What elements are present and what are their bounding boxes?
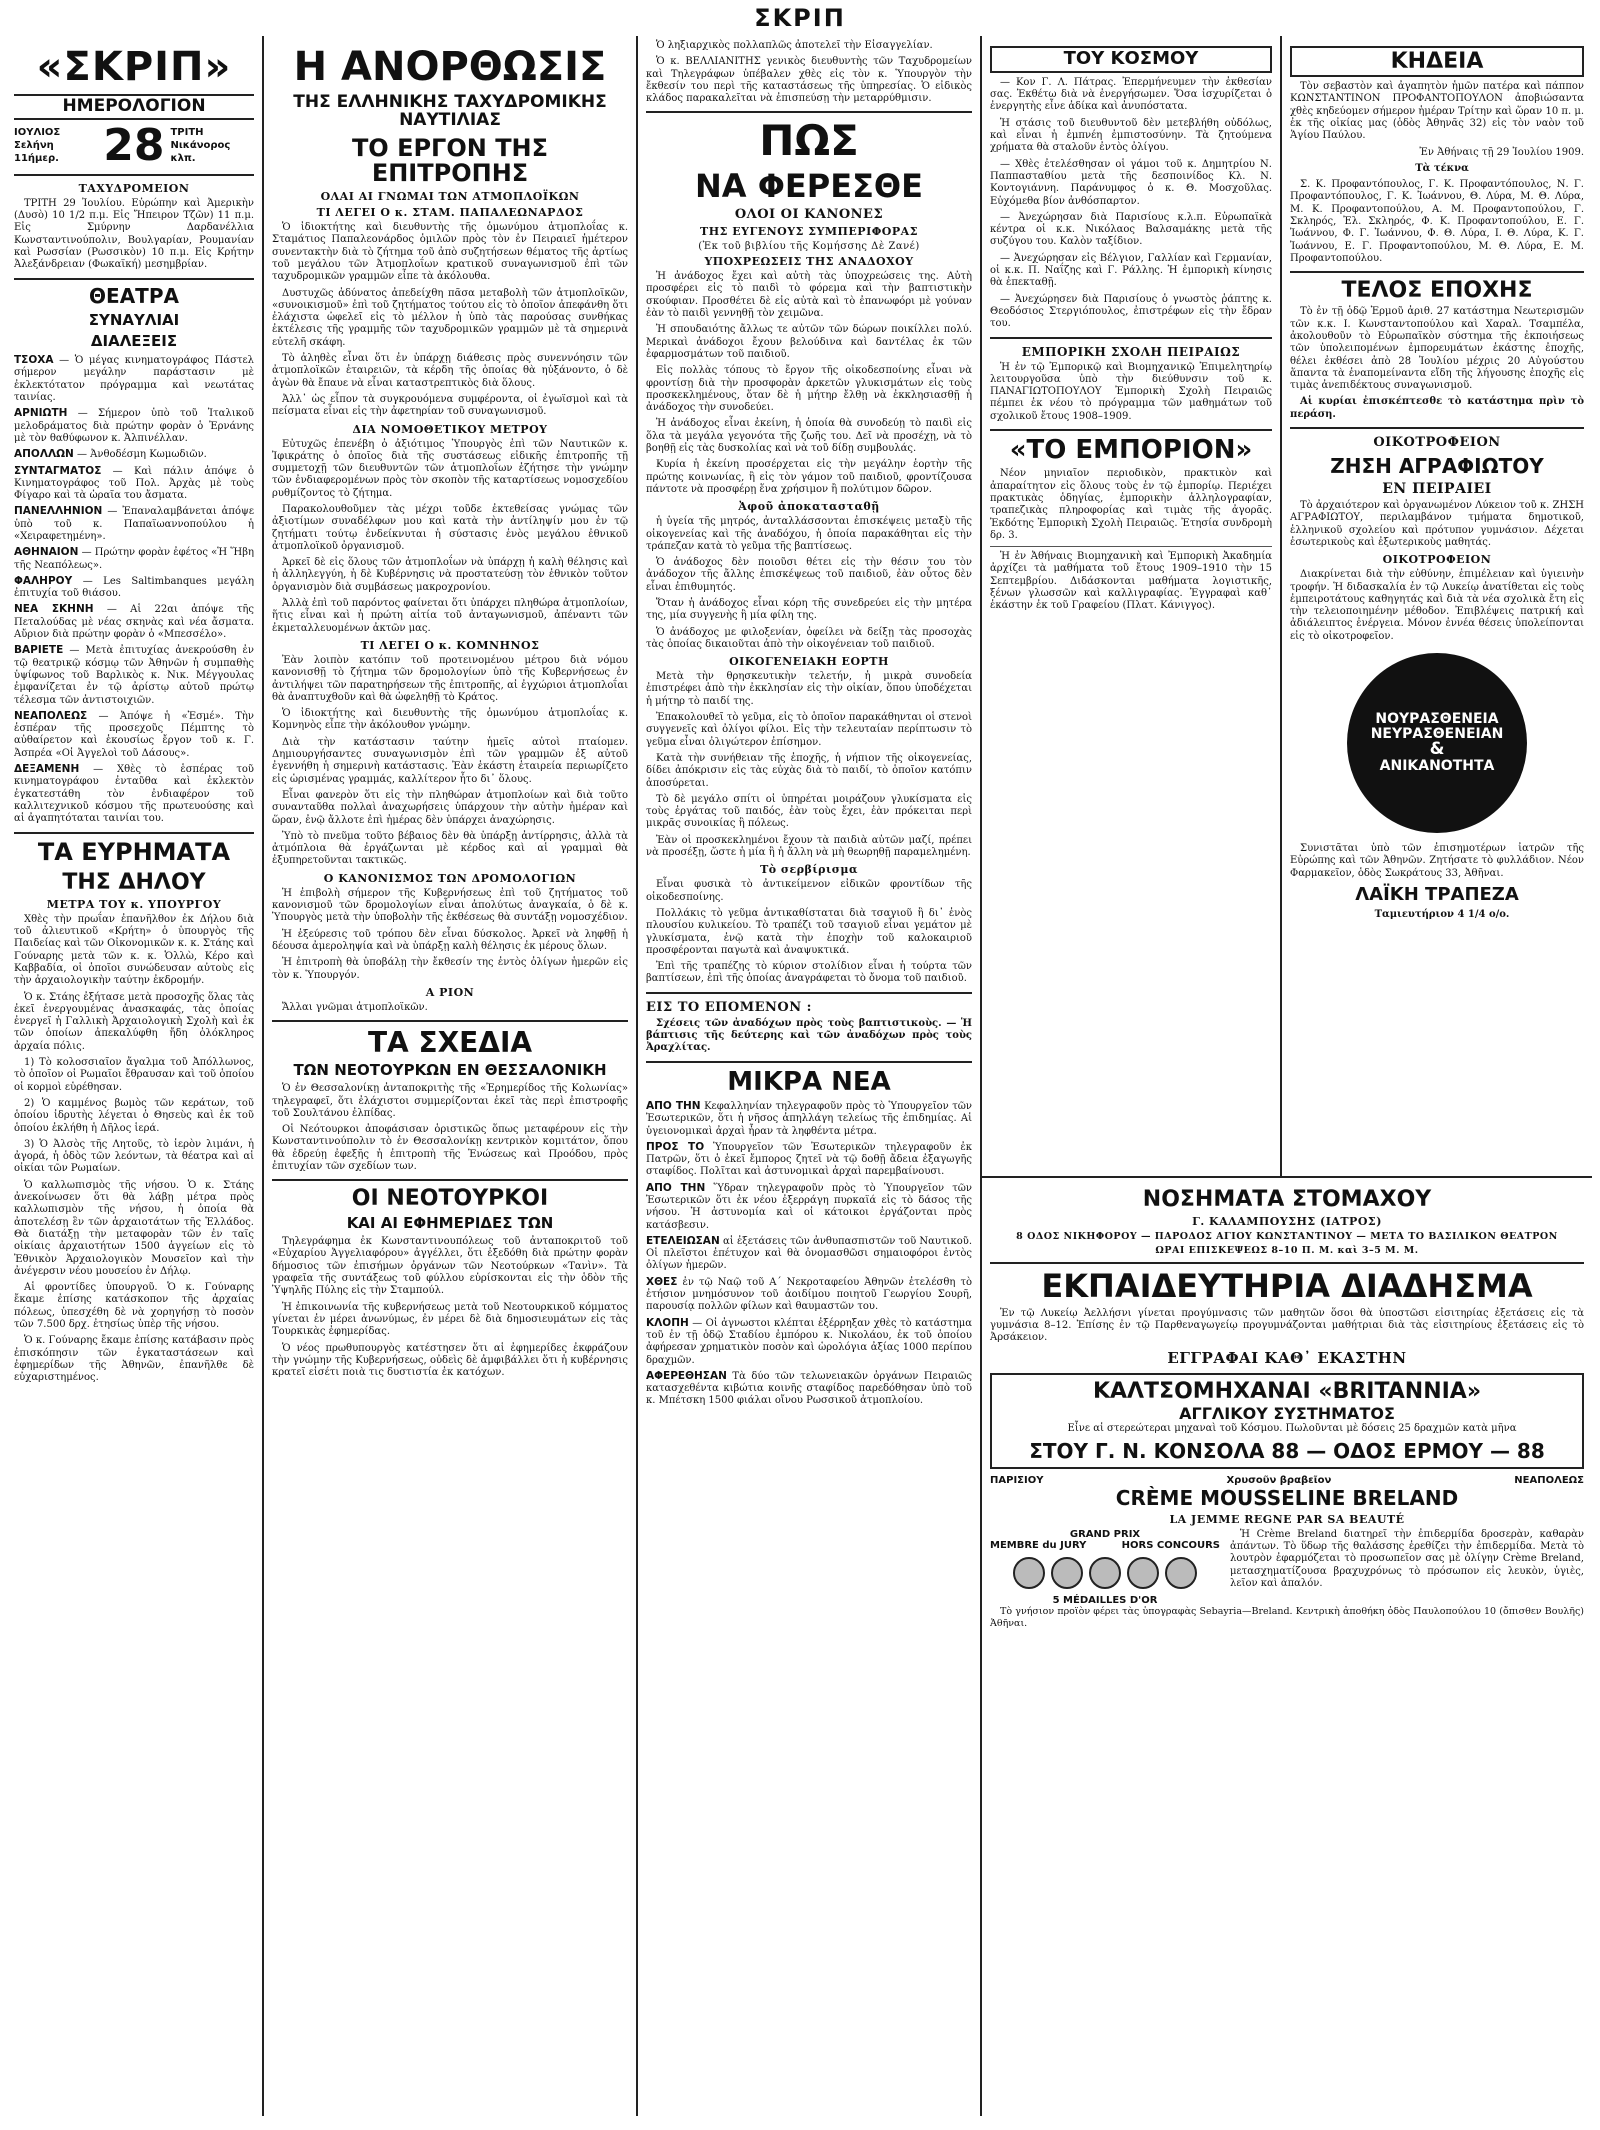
delos-article [14, 914, 254, 1385]
arion-text: Ἄλλαι γνῶμαι ἀτμοπλοϊκῶν. [282, 1001, 428, 1013]
paragraph: Ὅταν ἡ ἀνάδοχος εἶναι κόρη τῆς συνεδρεύει εἰς τὴν μητέρα της, μία συγγενὴς ἢ μία φίλη της. [646, 598, 972, 622]
headline-subtitle: ΤΗΣ ΕΛΛΗΝΙΚΗΣ ΤΑΧΥΔΡΟΜΙΚΗΣ ΝΑΥΤΙΛΙΑΣ [293, 92, 607, 130]
telos-note: Αἱ κυρίαι ἐπισκέπτεσθε τὸ κατάστημα πρὶν τὸ περάση. [1290, 396, 1584, 420]
theatres-title: ΘΕΑΤΡΑ [89, 283, 179, 308]
mikra-nea-list [646, 1100, 972, 1408]
news-item [646, 1317, 972, 1367]
theatre-item-lead: ΝΕΑΠΟΛΕΩΣ [14, 709, 88, 722]
paragraph: Ἡ ἀνάδοχος εἶναι ἐκείνη, ἡ ὁποία θὰ συνοδεύῃ τὸ παιδὶ εἰς ὅλα τὰ μεγάλα γεγονότα τῆς ζωῆς του. Δεῖ νὰ προσέχῃ, νὰ τὸ βοηθῇ εἰς τὰς δυσκολίας καὶ νὰ τοῦ δίδῃ συμβουλάς. [646, 418, 972, 455]
news-item-lead: ΠΡΟΣ ΤΟ [646, 1140, 705, 1153]
oiko2-title: ΟΙΚΟΤΡΟΦΕΙΟΝ [1382, 553, 1492, 567]
seal-line-4: ΑΝΙΚΑΝΟΤΗΤΑ [1379, 758, 1495, 775]
tou-kosmou-title: ΤΟΥ ΚΟΣΜΟΥ [990, 46, 1272, 73]
kideia-names: Σ. Κ. Προφαντόπουλος, Γ. Κ. Προφαντόπουλος, Ν. Γ. Προφαντόπουλος, Γ. Κ. Ἰωάννου, Θ. Λύρα, Μ. Θ. Λύρα, Μ. Κ. Προφαντοπούλου, Α. Μ. Προφαντοπούλου, Γ. Σκληρός, Ἐλ. Σκληρός, Φ. Κ. Προφαντοπούλου, Ε. Γ. Ἰωάννου, Φ. Γ. Ἰωάννου, Φ. Θ. Λύρα, Ι. Θ. Λύρα, Κ. Γ. Ἰωάννου, Ε. Γ. Προφαντοπούλου, Μ. Θ. Λύρα, Ε. Μ. Προφαντοπούλου. [1290, 179, 1584, 264]
school-title: ΕΜΠΟΡΙΚΗ ΣΧΟΛΗ ΠΕΙΡΑΙΩΣ [1021, 344, 1241, 359]
telos-title: ΤΕΛΟΣ ΕΠΟΧΗΣ [1341, 278, 1533, 304]
paragraph: Πολλάκις τὸ γεῦμα ἀντικαθίσταται διὰ τσαγιοῦ ἢ δι᾽ ἑνὸς πλουσίου κυλικείου. Τὸ τραπέζι τοῦ τσαγιοῦ εἶναι γεμάτον μὲ γλυκίσματα, ἐνῷ κατὰ τὴν ἐποχὴν τοῦ καλοκαιριοῦ προσφέρονται παγωτὰ καὶ ἀναψυκτικά. [646, 907, 972, 956]
paragraph: — Ἀνεχώρησαν εἰς Βέλγιον, Γαλλίαν καὶ Γερμανίαν, οἱ κ.κ. Π. Ναΐζης καὶ Γ. Ράλλης. Ἡ ἐμπορικὴ κίνησις θὰ ἐπεκταθῇ. [990, 252, 1272, 289]
article-apokatastathi [646, 516, 972, 651]
medal-icon [1165, 1557, 1197, 1589]
subhead-serbirisma: Τὸ σερβίρισμα [760, 863, 858, 877]
arion-heading: Α ΡΙΟΝ [425, 985, 475, 999]
theatre-item [14, 644, 254, 706]
paragraph: Αἱ φροντίδες ὑπουργοῦ. Ὁ κ. Γούναρης ἔκαμε ἐπίσης κατάσκοπον τῆς ἀρχαίας πόλεως, ὑπεσχέθη δὲ νὰ χορηγήσῃ τὸ ποσὸν τῶν 7.500 δρχ. ἐτησίως ὑπὲρ τῆς νήσου. [14, 1282, 254, 1330]
paragraph: Μετὰ τὴν θρησκευτικὴν τελετήν, ἡ μικρὰ συνοδεία ἐπιστρέφει ἀπὸ τὴν ἐκκλησίαν εἰς τὴν οἰκίαν, ὅπου ὑποδέχεται ἡ μήτηρ τὸ παιδί της. [646, 671, 972, 707]
subhead-kanonismos: Ο ΚΑΝΟΝΙΣΜΟΣ ΤΩΝ ΔΡΟΜΟΛΟΓΙΩΝ [323, 871, 577, 885]
next-title: ΕΙΣ ΤΟ ΕΠΟΜΕΝΟΝ : [646, 999, 812, 1015]
theatre-item-text: — Καὶ πάλιν ἀπόψε ὁ Κινηματογράφος τοῦ Πολ. Ἀρχὰς μὲ τοὺς Φίγαρο καὶ τὰ ὡραῖα του ἄσματα. [14, 465, 254, 502]
theatre-item-text: — Les Saltimbanques μεγάλη ἐπιτυχία τοῦ θιάσου. [14, 575, 254, 600]
paragraph: Χθὲς τὴν πρωΐαν ἐπανῆλθον ἐκ Δήλου διὰ τοῦ ἀλιευτικοῦ «Κρήτη» ὁ ὑπουργὸς τῆς Παιδείας καὶ τῶν Οἰκονομικῶν κ. κ. Στάης καὶ Γούναρης μετὰ τῶν κ. κ. Ὁλλὼ, Κέρο καὶ Καββαδία, οἱ ὁποῖοι συνώδευσαν αὐτοὺς εἰς τὴν ἀρχαιολογικὴν ταύτην ἐκδρομήν. [14, 913, 254, 987]
paragraph: Ἀλλὰ ἐπὶ τοῦ παρόντος φαίνεται ὅτι ὑπάρχει πληθώρα ἀτμοπλοίων, ἥτις εἶναι καὶ ἡ πρώτη αἰτία τοῦ ἀνταγωνισμοῦ, ἀπέναντι τῶν ἐκμεταλλευομένων ἀκτῶν μας. [272, 598, 628, 634]
paragraph: 1) Τὸ κολοσσιαῖον ἄγαλμα τοῦ Ἀπόλλωνος, τὸ ὁποῖον οἱ Ρωμαῖοι ἔθραυσαν καὶ τοῦ ὁποίου οἱ κορμοὶ εὑρέθησαν. [14, 1057, 254, 1093]
seal-line-3: & [1429, 739, 1445, 760]
paragraph: Τὸ ἀληθὲς εἶναι ὅτι ἐν ὑπάρχῃ διάθεσις πρὸς συνεννόησιν τῶν ἀτμοπλοϊκῶν ἐταιρειῶν, τὰ κέρδη τῆς ὁποίας θὰ ηὐξάνοντο, ὁ δὲ ἀγὼν θὰ ἔπαυε νὰ εἶναι καταστρεπτικὸς διὰ ὅλους. [272, 353, 628, 389]
article-nomothetikou [272, 439, 628, 635]
article-papaleonardos [272, 222, 628, 418]
paragraph: 3) Ὁ Ἀλσὸς τῆς Λητοῦς, τὸ ἱερὸν λιμάνι, ἡ ἀγορά, ἡ ὁδὸς τῶν λεόντων, τὰ θέατρα καὶ αἱ οἰκίαι τῶν Ρωμαίων. [14, 1138, 254, 1175]
paragraph: Ὑπὸ τὸ πνεῦμα τοῦτο βέβαιος δὲν θὰ ὑπάρξῃ ἀντίρρησις, ἀλλὰ τὰ ἀτμόπλοια θὰ ἐργάζωνται μὲ κέρδος καὶ αἱ γραμμαὶ θὰ ἐξυπηρετοῦνται τακτικῶς. [272, 830, 628, 867]
oiko2-text: Διακρίνεται διὰ τὴν εὐθύνην, ἐπιμέλειαν καὶ ὑγιεινὴν τροφήν. Ἡ διδασκαλία ἐν τῷ Λυκείῳ ἀνατίθεται εἰς τοὺς ἐμπειροτάτους καθηγητάς καὶ διὰ τὰ νέα σχολικὰ ἔτη εἰς τὴν τελειοποιημένην μέθοδον. Ἐπιβλέψεις πατρική καὶ ἀδιάλειπτος ἐνέργεια. Μόνον ἐννέα θέσεις ὑπολείπονται εἰς τὸ οἰκοτροφεῖον. [1290, 569, 1584, 642]
nosimata-title: ΝΟΣΗΜΑΤΑ ΣΤΟΜΑΧΟΥ [1142, 1187, 1432, 1212]
paragraph: Ὁ ληξιαρχικὸς πολλαπλῶς ἀποτελεῖ τὴν Εἰσαγγελίαν. [656, 40, 933, 51]
theatre-item-lead: ΝΕΑ ΣΚΗΝΗ [14, 603, 94, 616]
news-item [646, 1100, 972, 1138]
kideia-text: Τὸν σεβαστὸν καὶ ἀγαπητὸν ἡμῶν πατέρα καὶ πάππον ΚΩΝΣΤΑΝΤΙΝΟΝ ΠΡΟΦΑΝΤΟΠΟΥΛΟΝ ἀποβιώσαντα χθὲς κηδεύομεν σήμερον ἡμέραν Τρίτην καὶ ὥραν 10 π. μ. ἐκ τῆς οἰκίας μας (ὁδὸς Ἀθηνᾶς 32) εἰς τὸν ναὸν τοῦ Ἁγίου Παύλου. [1290, 81, 1584, 142]
creme-body [990, 1529, 1584, 1606]
news-item [646, 1235, 972, 1273]
paragraph: Ἡ ἐπιτροπὴ θὰ ὑποβάλῃ τὴν ἔκθεσίν της ἐντὸς ὀλίγων ἡμερῶν εἰς τὸν κ. Ὑπουργόν. [272, 957, 628, 981]
headline-sxedia: ΤΑ ΣΧΕΔΙΑ [367, 1026, 533, 1060]
almanac-title: ΗΜΕΡΟΛΟΓΙΟΝ [14, 94, 254, 120]
emporion-title: «ΤΟ ΕΜΠΟΡΙΟΝ» [1009, 435, 1253, 466]
theatre-item-text: — Ἀπόψε ἡ «Ἐσμέ». Τὴν ἑσπέραν τῆς προσεχοῦς Πέμπτης τὸ αὐθαίρετον καὶ ἑκουσίως ἔργον τοῦ κ. Γ. Ἀσπρέα «Οἱ Ἀγγελοὶ τοῦ Δάσους». [14, 710, 254, 759]
creme-text: Ἡ Crème Breland διατηρεῖ τὴν ἐπιδερμίδα δροσερὰν, καθαρὰν ἀπάντων. Τὸ ὕδωρ τῆς θαλάσσης ἐρεθίζει τὴν ἐπιδερμίδα. Μετὰ τὸ λουτρὸν ἐφαρμόζεται τὸ προσωπεῖον σας μὲ ὀλίγην Crème Breland, μετασχηματίζουσα βραχυχρόνως τὸ πρόσωπον εἰς λευκὸν, ὑγιὲς, λεῖον καὶ ἁπαλόν. [1230, 1528, 1584, 1590]
column-5 [1280, 36, 1592, 1176]
news-item-lead: ΑΠΟ ΤΗΝ [646, 1181, 706, 1194]
britannia-text: Εἶνε αἱ στερεώτεραι μηχαναὶ τοῦ Κόσμου. Πωλοῦνται μὲ δόσεις 25 δραχμῶν κατὰ μῆνα [1067, 1422, 1517, 1434]
creme-footer: Τὸ γνήσιον προϊὸν φέρει τὰς ὑπογραφὰς Sebayria—Breland. Κεντρικὴ ἀποθήκη ὁδὸς Παυλοπούλου 10 (ὄπισθεν Βουλῆς) Ἀθῆναι. [990, 1605, 1584, 1630]
medal-icon [1013, 1557, 1045, 1589]
theatre-item [14, 763, 254, 825]
date-right [170, 126, 254, 165]
creme-neapoleos: ΝΕΑΠΟΛΕΩΣ [1514, 1474, 1584, 1486]
creme-title: CRÈME MOUSSELINE BRELAND [1115, 1485, 1459, 1510]
subhead-komninos: ΤΙ ΛΕΓΕΙ Ο κ. ΚΟΜΝΗΝΟΣ [360, 638, 540, 652]
news-item [646, 1182, 972, 1232]
news-item-text: Ὑπουργεῖον τῶν Ἐσωτερικῶν τηλεγραφοῦν ἐκ Πατρῶν, ὅτι ὁ ἐκεῖ ἔμπορος ζητεῖ νὰ τῷ δοθῇ ἄδεια ἐξαγωγῆς σταφίδος. Πολῖται καὶ ἀστυνομικαὶ ἀρχαὶ παρεμβαίνουσι. [646, 1141, 972, 1178]
subhead-oikogeneiaki: ΟΙΚΟΓΕΝΕΙΑΚΗ ΕΟΡΤΗ [729, 655, 889, 669]
paragraph: Ἀλλ᾽ ὡς εἶπον τὰ συγκρουόμενα συμφέροντα, οἱ ἐγωϊσμοὶ καὶ τὰ πείσματα εἶναι εἰς τὴν ἀφετηρίαν τοῦ συναγωνισμοῦ. [272, 393, 628, 418]
ekpaideutiria-text: Ἐν τῷ Λυκείῳ Ἀελλήσνι γίνεται προγύμνασις τῶν μαθητῶν ὅσοι θὰ ὑποστῶσι εἰσιτηρίας ἐξετάσεις εἰς τὰ γυμνάσια 8–12. Ἐπίσης ἐν τῷ Παρθεναγωγείῳ προγυμνάζονται μαθήτριαι διὰ τὰς εἰσιτηρίους ἐξετάσεις εἰς τὸ Ἀρσάκειον. [990, 1307, 1584, 1344]
nosimata-doctor: Γ. ΚΑΛΑΜΠΟΥΣΗΣ (ΙΑΤΡΟΣ) [1192, 1215, 1382, 1229]
paragraph: Ἐπὶ τῆς τραπέζης τὸ κύριον στολίδιον εἶναι ἡ τούρτα τῶν βαπτίσεων, ἐπὶ τῆς ὁποίας ἀναγράφεται τὸ ὄνομα τοῦ παιδιοῦ. [646, 961, 972, 985]
paragraph: Ἐὰν λοιπὸν κατόπιν τοῦ προτεινομένου μέτρου διὰ νόμου κανονισθῇ τὸ ζήτημα τῶν δρομολογίων ὑπὸ τῆς Κυβερνήσεως ἐν ἀντιλήψει τῶν παρατηρήσεων τῆς ἐπιτροπῆς, αἱ ἐγχώριοι ἀτμοπλοΐαι θὰ ἀναπτυχθοῦν καὶ θὰ ὠφεληθῇ τὸ Κράτος. [272, 654, 628, 703]
headline-efimerides: ΚΑΙ ΑΙ ΕΦΗΜΕΡΙΔΕΣ ΤΩΝ [346, 1214, 554, 1233]
column-2 [262, 36, 636, 2116]
paragraph: Κυρία ἡ ἐκείνη προσέρχεται εἰς τὴν μεγάλην ἑορτὴν τῆς πρώτης κοινωνίας, ἢ εἰς τὸν γάμον τοῦ παιδιοῦ, φροντίζουσα πάντοτε νὰ προσφέρῃ ἕνα χρήσιμον ἢ πολύτιμον δῶρον. [646, 459, 972, 495]
subhead-nomothetikou: ΔΙΑ ΝΟΜΟΘΕΤΙΚΟΥ ΜΕΤΡΟΥ [352, 422, 548, 436]
paragraph: 2) Ὁ καμμένος βωμὸς τῶν κεράτων, τοῦ ὁποίου ἰδρυτὴς λέγεται ὁ Θησεὺς καὶ ἐκ τοῦ ὁποίου ἐκλήθη ἡ Δῆλος ἱερά. [14, 1097, 254, 1134]
theatre-item [14, 505, 254, 543]
zisi-location: ΕΝ ΠΕΙΡΑΙΕΙ [1382, 481, 1492, 498]
theatre-item-text: — Σήμερον ὑπὸ τοῦ Ἰταλικοῦ μελοδράματος διὰ πρώτην φορὰν ὁ Ἐρνάνης μὲ τὸν θαθύφωνον κ. Ἀλπινέλλαν. [14, 408, 254, 444]
theatre-list [14, 354, 254, 825]
paragraph: Διὰ τὴν κατάστασιν ταύτην ἡμεῖς αὐτοὶ πταίομεν. Δημιουργήσαντες συναγωνισμὸν ἐπὶ τῶν γραμμῶν ἐξ αὐτοῦ ἐγεννήθη ἡ σημερινὴ κατάστασις. Ἐὰν ἑκάστη ἑταιρεία περιωρίζετο εἰς ὡρισμένας γραμμάς, καλλίτερον ἦτο δι᾽ ὅλους. [272, 736, 628, 785]
paragraph: — Ἀνεχώρησαν διὰ Παρισίους κ.λ.π. Εὐρωπαϊκὰ κέντρα οἱ κ.κ. Νικόλαος Βαλσαμάκης μετὰ τῆς συζύγου του. Καλὸν ταξίδιον. [990, 211, 1272, 248]
news-item-lead: ΚΛΟΠΗ [646, 1316, 689, 1329]
day-number: 28 [103, 119, 165, 171]
news-item-text: ἐν τῷ Ναῷ τοῦ Α΄ Νεκροταφείου Ἀθηνῶν ἐτελέσθη τὸ ἐτήσιον μνημόσυνον τοῦ ἀοιδίμου ποιητοῦ Γεωργίου Σουρῆ, παρουσίᾳ πολλῶν φίλων καὶ θαυμαστῶν του. [646, 1276, 972, 1313]
seal-line-2: ΝΕΥΡΑΣΘΕΝΕΙΑΝ [1370, 725, 1504, 742]
medal-icon [1051, 1557, 1083, 1589]
paragraph: Ὁ νέος πρωθυπουργὸς κατέστησεν ὅτι αἱ ἐφημερίδες ἐκφράζουν τὴν γνώμην τῆς Κυβερνήσεως, οὐδεὶς δὲ ἀμφιβάλλει ὅτι ἡ κυβέρνησις κρατεῖ εἰσέτι ποιὰ τις δυστιστία ἐκ κατόχων. [272, 1342, 628, 1379]
paragraph: Παρακολουθοῦμεν τὰς μέχρι τοῦδε ἐκτεθείσας γνώμας τῶν ἀξιοτίμων συναδέλφων μου καὶ κατὰ τὴν ἀντίληψίν μου ἐν τῷ ζητήματι τούτῳ ἐνδείκνυται ἡ σύστασις ἑνὸς μεγάλου ἐθνικοῦ ἀτμοπλοϊκοῦ ὀργανισμοῦ. [272, 504, 628, 552]
news-item-text: Τὰ δύο τῶν τελωνειακῶν ὀργάνων Πειραιῶς κατασχεθέντα κιβώτια κοινῆς σταφίδος παρεδόθησαν ὑπὸ τοῦ κ. Μπέτσκη 1500 φιάλαι οἴνου Ρωσσικοῦ ἀτμοπλοίου. [646, 1370, 972, 1407]
paragraph: Τηλεγράφημα ἐκ Κωνσταντινουπόλεως τοῦ ἀνταποκριτοῦ τοῦ «Εὐχαρίου Ἀγγελιαφόρου» ἀγγέλλει, ὅτι ἐξεδόθη διὰ πρώτην φορὰν δήμοσιος τῶν ἐπισήμων ὀργάνων τῶν Νεοτούρκων «Τανὶν». Τὰ γραφεῖα τῆς συντάξεως τοῦ φύλλου εὑρίσκονται εἰς τὴν ὁδὸν τῆς Ὑψηλῆς Πύλης εἰς τὴν Σταμπούλ. [272, 1236, 628, 1297]
paragraph: Τὸ δὲ μεγάλο σπίτι οἱ ὑπηρέται μοιράζουν γλυκίσματα εἰς τοὺς ἐργάτας τοῦ παιδός, ἐὰν τοὺς ἔχει, ἐὰν πρόκειται περὶ μικρᾶς συνοικίας ἢ πόλεως. [646, 793, 972, 830]
britannia-subtitle: ΑΓΓΛΙΚΟΥ ΣΥΣΤΗΜΑΤΟΣ [1179, 1403, 1395, 1423]
news-item-lead: ΕΤΕΛΕΙΩΣΑΝ [646, 1234, 720, 1247]
nosimata-hours: ΩΡΑΙ ΕΠΙΣΚΕΨΕΩΣ 8–10 Π. Μ. καὶ 3–5 Μ. Μ. [1155, 1245, 1419, 1257]
zisi-text: Τὸ ἀρχαιότερον καὶ ὀργανωμένον Λύκειον τοῦ κ. ΖΗΣΗ ΑΓΡΑΦΙΩΤΟΥ, περιλαμβάνον τμήματα δημοτικοῦ, ἑλληνικοῦ σχολείου καὶ πρότυπον γυμνάσιον. Δέχεται ἐσωτερικοὺς καὶ ἐξωτερικοὺς μαθητάς. [1290, 500, 1584, 548]
ekpaideutiria-enroll: ΕΓΓΡΑΦΑΙ ΚΑΘ᾽ ΕΚΑΣΤΗΝ [1167, 1348, 1407, 1367]
top-notes [646, 40, 972, 105]
headline-ergon: ΤΟ ΕΡΓΟΝ ΤΗΣ ΕΠΙΤΡΟΠΗΣ [351, 133, 549, 187]
theatre-item-text: — Μετὰ ἐπιτυχίας ἀνεκρούσθη ἐν τῷ θεατρικῷ κόσμῳ τῶν Ἀθηνῶν ἡ συμπαθὴς ὑψίφωνος τοῦ Βαρλικὸς κ. Νικ. Μέγγουλας ἐμφανίζεται ἐν τῷ ἀρίστῳ αὐτοῦ πρώτῳ τέλεσμα τῶν ἀντιστοιχιῶν. [14, 645, 254, 706]
creme-paris: ΠΑΡΙΣΙΟΥ [990, 1474, 1044, 1486]
article-oikogeneiaki [646, 671, 972, 859]
theatre-item-lead: ΑΡΝΙΩΤΗ [14, 407, 68, 420]
medal-icon [1127, 1557, 1159, 1589]
paragraph: Ἡ ἐξεύρεσις τοῦ τρόπου δὲν εἶναι δύσκολος. Ἀρκεῖ νὰ ληφθῇ ἡ δέουσα ἀμεροληψία καὶ νὰ ὑπάρξῃ καλὴ θέλησις ἐκ μέρους ὅλων. [272, 928, 628, 952]
theatre-item-lead: ΑΘΗΝΑΙΟΝ [14, 546, 79, 559]
kosmos-notes [990, 77, 1272, 331]
theatre-item-lead: ΦΑΛΗΡΟΥ [14, 574, 73, 587]
lectures-title: ΔΙΑΛΕΞΕΙΣ [90, 332, 178, 351]
paragraph: Ὁ κ. ΒΕΛΛΙΑΝΙΤΗΣ γενικὸς διευθυντὴς τῶν Ταχυδρομείων καὶ Τηλεγράφων ὑπέβαλεν χθὲς εἰς τὸν κ. Ὑπουργὸν τὴν ἔκθεσίν του περὶ τῆς καταστάσεως τῆς ὑπηρεσίας. Ὁ εἰδικὸς κλάδος παρακαλεῖται νὰ ἐπισπεύσῃ τὴν μεταρρύθμισιν. [646, 56, 972, 105]
paragraph: Ὁ ἀνάδοχος δὲν ποιοῦσι θέτει εἰς τὴν θέσιν του τὸν ἀνάδοχον τῆς ἄλλης ἐπισκέψεως τοῦ παιδιοῦ, ἐὰν οὗτος δὲν εἶναι ἐπιθυμητός. [646, 557, 972, 593]
paragraph: Ἡ σπουδαιότης ἄλλως τε αὐτῶν τῶν δώρων ποικίλλει πολύ. Μερικαὶ ἀνάδοχοι ἔχουν βελούδινα καὶ δαντέλας ἐκ τῶν ἐφαρμοσμάτων τοῦ παιδιοῦ. [646, 324, 972, 360]
medals-caption: 5 MÉDAILLES D'OR [1052, 1594, 1158, 1606]
source-note: (Ἐκ τοῦ βιβλίου τῆς Κομήσσης Δὲ Ζανέ) [698, 241, 920, 253]
paragraph: Εἶναι φανερὸν ὅτι εἰς τὴν πληθώραν ἀτμοπλοίων καὶ διὰ τοῦτο συνανταῦθα πολλαὶ ἀναχωρήσεις ὑπάρχουν τὴν αὐτὴν ἡμέραν καὶ ὥραν, ἐνῷ ἄλλοτε ἐπὶ ἡμέρας δὲν ὑπάρχει ἀναχώρησις. [272, 789, 628, 826]
paragraph: ἡ ὑγεία τῆς μητρός, ἀνταλλάσσονται ἐπισκέψεις μεταξὺ τῆς οἰκογενείας καὶ τῆς ἀναδόχου, ἡ ὁποία παρακάθηται εἰς τὴν τράπεζαν κατὰ τὸ γεῦμα τῆς βαπτίσεως. [646, 516, 972, 552]
paragraph: — Χθὲς ἐτελέσθησαν οἱ γάμοι τοῦ κ. Δημητρίου Ν. Παππασταθίου μετὰ τῆς δεσποινίδος Κλ. Ν. Κοντογιάννη. Παράνυμφος ὁ κ. Θ. Μοσχοῦλας. Εὐχόμεθα βίον ἀνθόσπαρτον. [990, 158, 1272, 207]
article-efimerides [272, 1236, 628, 1379]
paragraph: Ἀρκεῖ δὲ εἰς ὅλους τῶν ἀτμοπλοΐων νὰ ὑπάρχῃ ἡ καλὴ θέλησις καὶ ἡ ἀλληλεγγύη, ἡ δὲ Κυβέρνησις νὰ προστατεύσῃ τὸν ἐθνικὸν τοῦτον ὀργανισμὸν διὰ συμβάσεως μακροχρονίου. [272, 557, 628, 593]
article-sxedia [272, 1083, 628, 1173]
academy-text: Ἡ ἐν Ἀθήναις Βιομηχανικὴ καὶ Ἐμπορικὴ Ἀκαδημία ἀρχίζει τὰ μαθήματα τοῦ ἔτους 1909–1910 τὴν 15 Σεπτεμβρίου. Διδάσκονται μαθήματα λογιστικῆς, ξένων γλωσσῶν καὶ καλλιγραφίας. Ἐγγραφαὶ καθ᾽ ἑκάστην ἐκ τοῦ Γραφείου (Πλατ. Κάνιγγος). [990, 551, 1272, 612]
headline-anorthosis: Η ΑΝΟΡΘΩΣΙΣ [293, 44, 607, 90]
paragraph: Εἰς πολλὰς τόπους τὸ ἔργον τῆς οἰκοδεσποίνης εἶναι νὰ φροντίσῃ διὰ τὴν προσφορὰν ἀρκετῶν γλυκισμάτων εἰς τοὺς προσκεκλημένους, ὅταν δὲ ἡ μήτηρ ἔλθῃ νὰ ἐκκλησιασθῇ ἡ ἀνάδοχος τὴν συνοδεύει. [646, 365, 972, 414]
news-item-text: — Οἱ ἀγνωστοι κλέπται ἐξέρρηξαν χθὲς τὸ κατάστημα τοῦ ἐν τῇ ὁδῷ Σταδίου ἐμπόρου κ. Νικολάου, ἐκ τοῦ ὁποίου ἀφήρεσαν χρηματικὸν ποσὸν καὶ ὡρολόγια ἀξίας 1000 περίπου δραχμῶν. [646, 1317, 972, 1366]
nevrasthenia-seal [1347, 653, 1527, 833]
article-serbirisma [646, 879, 972, 985]
paragraph: Δυστυχῶς ἀδύνατος ἀπεδείχθη πᾶσα μεταβολὴ τῶν ἀτμοπλοϊκῶν, «συνοικισμοῦ» ἐπὶ τοῦ ζητήματος τούτου εἰς τὸ ὁποῖον ἀπεφάνθη ὅτι ἐλάχιστα ὠφελεῖ εἰς τὸ μέλλον ἡ ὑπὸ τὰς παρούσας συνθήκας ἐκτέλεσις τῆς γραμμῆς τῶν ταχυδρομικῶν γραμμῶν μὲ τὰ σημερινὰ εὐτελῆ σκάφη. [272, 287, 628, 348]
news-item-lead: ΑΠΟ ΤΗΝ [646, 1099, 701, 1112]
paragraph: Εὐτυχῶς ἐπενέβη ὁ ἀξιότιμος Ὑπουργὸς ἐπὶ τῶν Ναυτικῶν κ. Ἰφικράτης ὁ ὁποῖος διὰ τῆς συστάσεως εἰδικῆς ἐπιτροπῆς τῇ συμμετοχῇ τῶν διευθυντῶν τῶν ἀτμοπλοΐων ἐζήτησε τὴν γνώμην τῶν ἐνδιαφερομένων πρὸς τὸν σκοπὸν τῆς καταρτίσεως νομοσχεδίου ρυθμίζοντος τὸ ζήτημα. [272, 438, 628, 499]
paragraph: — Ἀνεχώρησεν διὰ Παρισίους ὁ γνωστὸς ῥάπτης κ. Θεοδόσιος Στεργιόπουλος, ἐπιστρέφων εἰς τὴν ἔδραν του. [990, 293, 1272, 330]
theatre-item-lead: ΑΠΟΛΛΩΝ [14, 448, 74, 461]
theatre-item-text: — Ἀνθοδέσμη Κωμωδιῶν. [73, 449, 207, 461]
zisi-title: ΖΗΣΗ ΑΓΡΑΦΙΩΤΟΥ [1330, 454, 1544, 479]
bank-text: Ταμιευτήριον 4 1/4 ο/ο. [1374, 908, 1510, 920]
theatre-item [14, 465, 254, 503]
paragraph: Ὁ ἰδιοκτήτης καὶ διευθυντὴς τῆς ὁμωνύμου ἀτμοπλοΐας κ. Σταμάτιος Παπαλεονάρδος ὁμιλῶν πρὸς τὸν ἐν Πειραιεῖ ἡμέτερον συνεντακτὴν διὰ τὸ ζήτημα τοῦ ἀπὸ συζητήσεων θέματος τῆς ἀρτίως τοῦ μεγάλου τῶν Ἀτμοπλοΐων κρατικοῦ συναγωνισμοῦ ἐπὶ τῶν ταχυδρομικῶν γραμμῶν εἶπε τὰ ἀκόλουθα. [272, 222, 628, 283]
paragraph: Ἐὰν οἱ προσκεκλημένοι ἔχουν τὰ παιδιὰ αὐτῶν μαζί, πρέπει νὰ προσέξῃ, ὥστε ἡ μία ἢ ἡ ἄλλη νὰ μὴ θεωρηθῇ παραμελημένη. [646, 834, 972, 859]
britannia-ad [990, 1373, 1584, 1469]
paragraph: Ὁ ἐν Θεσσαλονίκῃ ἀνταποκριτὴς τῆς «Ἐρημερίδος τῆς Κολωνίας» τηλεγραφεῖ, ὅτι ἐλάχιστοι συμμερίζονται ἐκεῖ τὰς περὶ ἐπιστροφῆς τοῦ Σουλτάνου ἐλπίδας. [272, 1083, 628, 1119]
headline-symperiforas: ΤΗΣ ΕΥΓΕΝΟΥΣ ΣΥΜΠΕΡΙΦΟΡΑΣ [700, 225, 918, 239]
post-title: ΤΑΧΥΔΡΟΜΕΙΟΝ [78, 181, 190, 195]
logo: «ΣΚΡΙΠ» [36, 44, 232, 90]
theatre-item-lead: ΠΑΝΕΛΛΗΝΙΟΝ [14, 505, 103, 518]
paragraph: Ὁ κ. Στάης ἐξήτασε μετὰ προσοχῆς ὅλας τὰς ἐκεῖ ἐνεργουμένας ἀνασκαφάς, τὰς ὁποίας ἐνεργεῖ ἡ Γαλλικὴ Ἀρχαιολογικὴ Σχολὴ καὶ ἐκ τῶν ὁποίων ἀπεκαλύφθη ἤδη ὁλόκληρος ἀρχαία πόλις. [14, 991, 254, 1052]
column-1 [6, 36, 262, 2116]
seal-text: Συνιστᾶται ὑπὸ τῶν ἐπισημοτέρων ἰατρῶν τῆς Εὐρώπης καὶ τῶν Ἀθηνῶν. Ζητήσατε τὸ φυλλάδιον. Νέον Φαρμακεῖον, ὁδὸς Σωκράτους 33, Ἀθῆναι. [1290, 842, 1584, 879]
nosimata-address: 8 ΟΔΟΣ ΝΙΚΗΦΟΡΟΥ — ΠΑΡΟΔΟΣ ΑΓΙΟΥ ΚΩΝΣΤΑΝΤΙΝΟΥ — ΜΕΤΑ ΤΟ ΒΑΣΙΛΙΚΟΝ ΘΕΑΤΡΟΝ [1016, 1231, 1558, 1243]
paragraph: Οἱ Νεότουρκοι ἀποφάσισαν ὁριστικῶς ὅπως μεταφέρουν εἰς τὴν Κωνσταντινούπολιν τὸ ἐν Θεσσαλονίκῃ κεντρικὸν κομιτάτον, ὅπου θὰ ἐδρεύῃ ἐφεξῆς ἡ ἐπιτροπὴ τῆς Ἑνώσεως καὶ Προόδου, πρὸς ἐπιτυχίαν τῶν σχεδίων των. [272, 1124, 628, 1173]
delos-title: ΤΑ ΕΥΡΗΜΑΤΑ [37, 837, 231, 866]
theatre-item-lead: ΣΥΝΤΑΓΜΑΤΟΣ [14, 464, 102, 477]
theatre-item [14, 710, 254, 760]
saint: Νικάνορος κλπ. [170, 140, 231, 165]
delos-subtitle: ΜΕΤΡΑ ΤΟΥ κ. ΥΠΟΥΡΓΟΥ [46, 897, 222, 911]
paragraph: Ἡ στάσις τοῦ διευθυντοῦ δὲν μετεβλήθη οὐδόλως, καὶ εἶναι ἡ ἐμπνέη ἐμπιστοσύνην. Τὰ ζητούμενα χρήματα θὰ σταλοῦν ἐντὸς ὀλίγου. [990, 117, 1272, 154]
weekday: ΤΡΙΤΗ [170, 127, 204, 139]
news-item-text: αἱ ἐξετάσεις τῶν ἀνθυπασπιστῶν τοῦ Ναυτικοῦ. Οἱ πλεῖστοι ἐπέτυχον καὶ θὰ ὀνομασθῶσι σημαιοφόροι ἐντὸς ὀλίγων ἡμερῶν. [646, 1235, 972, 1272]
column-3 [636, 36, 980, 2116]
medals-labels [990, 1540, 1220, 1551]
theatre-item-lead: ΒΑΡΙΕΤΕ [14, 644, 64, 657]
subhead-apokatastathi: Ἀφοῦ ἀποκατασταθῇ [738, 500, 880, 514]
grand-prix: GRAND PRIX [1069, 1528, 1141, 1540]
post-text: ΤΡΙΤΗ 29 Ἰουλίου. Εὐρώπην καὶ Ἀμερικὴν (Δυσὸ) 10 1/2 π.μ. Εἰς Ἤπειρον Τζῶν) 11 π.μ. Εἰς Σμύρνην Δαρδανέλλια Κωνσταντινούπολιν, Βουλγαρίαν, Ρουμανίαν καὶ Ρωσσίαν (Ρωσσικὸν) 10 π.μ. Εἰς Κρήτην Ἀλεξάνδρειαν (Φωκαϊκή) μεσημβρίαν. [14, 197, 254, 271]
kideia-title: ΚΗΔΕΙΑ [1290, 46, 1584, 77]
theatre-item-text: — Αἱ 22αι ἀπόψε τῆς Πεταλούδας μὲ νέας σκηνὰς καὶ νέα ἄσματα. Αὔριον διὰ πρώτην φορὰν ὁ «Μπεσσέλο». [14, 604, 254, 641]
bank-title: ΛΑΪΚΗ ΤΡΑΠΕΖΑ [1355, 883, 1519, 905]
britannia-title: ΚΑΛΤΣΟΜΗΧΑΝΑΙ «BRITANNIA» [1092, 1378, 1482, 1404]
date-box [14, 119, 254, 171]
paragraph: Ὁ ἰδιοκτήτης καὶ διευθυντὴς τῆς ὁμωνύμου ἀτμοπλοΐας κ. Κομνηνὸς εἶπε τὴν ἀκόλουθον γνώμην. [272, 708, 628, 732]
date-left [14, 126, 97, 165]
news-item [646, 1370, 972, 1408]
next-text: Σχέσεις τῶν ἀναδόχων πρὸς τοὺς βαπτιστικοὺς. — Ἡ βάπτισις τῆς δεύτερης καὶ τῶν ἀναδόχων πρὸς τοὺς Ἀραχλίτας. [646, 1017, 972, 1054]
medals-box [990, 1529, 1220, 1606]
paragraph: Ἡ ἐπιβολὴ σήμερον τῆς Κυβερνήσεως ἐπὶ τοῦ ζητήματος τοῦ κανονισμοῦ τῶν δρομολογίων εἶναι ἀπολύτως ἀναγκαία, ὁ δὲ κ. Ὑπουργὸς μετὰ τὴν ὑποβολὴν τῆς ἐκθέσεως θὰ συντάξῃ νομοσχέδιον. [272, 887, 628, 924]
theatre-item-lead: ΤΣΟΧΑ [14, 354, 54, 367]
news-item-text: Κεφαλληνίαν τηλεγραφοῦν πρὸς τὸ Ὑπουργεῖον τῶν Ἐσωτερικῶν, ὅτι ἡ νῆσος ἀπηλλάγη τελείως τῆς ἐπιδημίας. Αἱ ὑγειονομικαὶ ἀρχαὶ ἦραν τὰ ληφθέντα μέτρα. [646, 1100, 973, 1137]
theatre-item [14, 407, 254, 445]
paragraph: Ἐπακολουθεῖ τὸ γεῦμα, εἰς τὸ ὁποῖον παρακάθηνται οἱ στενοὶ συγγενεῖς καὶ ὀλίγοι φίλοι. Εἰς τὴν τελευταίαν περίπτωσιν τὸ γεῦμα εἶναι ὀλιγώτερον ἐπίσημον. [646, 712, 972, 748]
seal-line-1: ΝΟΥΡΑΣΘΕΝΕΙΑ [1375, 711, 1499, 728]
headline-neotourkon: ΤΩΝ ΝΕΟΤΟΥΡΚΩΝ ΕΝ ΘΕΣΣΑΛΟΝΙΚΗ [293, 1061, 607, 1080]
moon: Σελήνη 11ήμερ. [14, 140, 59, 165]
headline-neotourkoi: ΟΙ ΝΕΟΤΟΥΡΚΟΙ [351, 1186, 549, 1212]
paragraph: Ὁ καλλωπισμὸς τῆς νήσου. Ὁ κ. Στάης ἀνεκοίνωσεν ὅτι θὰ λάβῃ μέτρα πρὸς καλλωπισμὸν τῆς νήσου, ἡ ὁποία θὰ ἀποτελέσῃ ἓν τῶν ἀρχαιοτάτων τῆς Ἑλλάδος. Θὰ διατάξῃ τὴν μεταφορὰν τῶν ἐν ταῖς οἰκίαις ἀρχαιοτήτων 1500 ἀγγείων εἰς τὸ Ἐθνικὸν Ἀρχαιολογικὸν Μουσεῖον καὶ τὴν ἀνέγερσιν νέου μουσείου ἐν Δήλῳ. [14, 1179, 254, 1277]
news-item-text: Ὕδραν τηλεγραφοῦν πρὸς τὸ Ὑπουργεῖον τῶν Ἐσωτερικῶν ὅτι ἐκ νέου ἐξερράγη πυρκαϊά εἰς τὸ δάσος τῆς νήσου. Ἡ ἀστυνομία καὶ οἱ κάτοικοι ἐργάζονται πρὸς κατάσβεσιν. [646, 1182, 973, 1231]
concerts-title: ΣΥΝΑΥΛΙΑΙ [88, 310, 180, 329]
news-item [646, 1141, 972, 1179]
oiko-title: ΟΙΚΟΤΡΟΦΕΙΟΝ [1373, 435, 1501, 451]
theatre-item [14, 448, 254, 461]
headline-kanones: ΟΛΟΙ ΟΙ ΚΑΝΟΝΕΣ [734, 207, 884, 223]
paragraph: — Κον Γ. Λ. Πάτρας. Ἐπερμήνευμεν τὴν ἐκθεσίαν σας. Ἐκθέτω διὰ νὰ ἐνεργήσωμεν. Ὅσα ἰσχυρίζεται ὁ ἐνεργητὴς εἶνε ἀδίκα καὶ ἀνυπόστατα. [990, 76, 1272, 113]
ads-block [980, 1176, 1592, 2116]
ekpaideutiria-title: ΕΚΠΑΙΔΕΥΤΗΡΙΑ ΔΙΑΔΗΣΜΑ [1041, 1267, 1533, 1306]
article-anadoxou [646, 271, 972, 496]
paragraph: Ὁ ἀνάδοχος με φιλοξενίαν, ὀφείλει νὰ δείξῃ τὰς προσοχὰς τὰς ὁποίας δικαιοῦται ἀπὸ τὴν οἰκογένειαν τοῦ παιδιοῦ. [646, 626, 972, 650]
membre-jury: MEMBRE du JURY [990, 1539, 1087, 1551]
theatre-item-text: — Χθὲς τὸ ἑσπέρας τοῦ κινηματογράφου ἐνταῦθα καὶ ἐκλεκτὸν ἐγκατεστάθη τὸν ἐνδιαφέρον τοῦ καλλιτεχνικοῦ κόσμου τῆς πρωτευούσης καὶ αἱ ἀγαπητόταται ταινίαι του. [14, 764, 254, 825]
theatre-item [14, 354, 254, 404]
mikra-nea-title: ΜΙΚΡΑ ΝΕΑ [727, 1066, 891, 1097]
paragraph: Ἡ ἐπικοινωνία τῆς κυβερνήσεως μετὰ τοῦ Νεοτουρκικοῦ κόμματος γίνεται ἐν μέρει ἀνωνύμως, ἐν μέρει δὲ διὰ δημοσιευμάτων εἰς τὰς Τουρκικὰς ἐφημερίδας. [272, 1301, 628, 1338]
paragraph: Ἡ ἀνάδοχος ἔχει καὶ αὐτὴ τὰς ὑποχρεώσεις της. Αὐτὴ προσφέρει εἰς τὸ παιδὶ τὸ φόρεμα καὶ τὴν βαπτιστικὴν σκούφιαν. Προσθέτει δὲ εἰς αὐτὰ καὶ τὸ ἐπανωφόρι μὲ γούναν ἐὰν τὸ παιδὶ γεννηθῇ τὸν χειμῶνα. [646, 271, 972, 320]
theatre-item-text: — Πρώτην φορὰν ἐφέτος «Ἡ Ἥβη τῆς Νεαπόλεως». [14, 547, 254, 571]
headline-gnomai: ΟΛΑΙ ΑΙ ΓΝΩΜΑΙ ΤΩΝ ΑΤΜΟΠΛΟΪΚΩΝ [320, 190, 580, 204]
article-komninos [272, 655, 628, 868]
creme-header [990, 1475, 1584, 1486]
news-item-lead: ΧΘΕΣ [646, 1275, 678, 1288]
creme-gold: Χρυσοῦν βραβεῖον [1226, 1474, 1332, 1486]
medals-row-1 [990, 1557, 1220, 1589]
creme-slogan: LA JEMME REGNE PAR SA BEAUTÉ [1169, 1512, 1405, 1526]
headline-pos: ΠΩΣ [759, 116, 859, 166]
theatre-item-text: — Ἐπαναλαμβάνεται ἀπόψε ὑπὸ τοῦ κ. Παπαϊωαννοπούλου ἡ «Χειραφετημένη». [14, 506, 254, 542]
kideia-date: Ἐν Ἀθήναις τῇ 29 Ἰουλίου 1909. [1419, 146, 1584, 158]
page-masthead: ΣΚΡΙΠ [754, 4, 846, 32]
theatre-item-text: — Ὁ μέγας κινηματογράφος Πάστελ σήμερον μεγάλην παράστασιν μὲ ἐκλεκτότατον πρόγραμμα καὶ νεωτάτας ταινίας. [14, 355, 254, 404]
paragraph: Ὁ κ. Γούναρης ἔκαμε ἐπίσης κατάβασιν πρὸς ἐπισκόπησιν τῶν ἐγκαταστάσεων καὶ ἐφημερίδων τῆς Ἀθηνῶν, ἐπανῆλθε δὲ εὐχαριστημένος. [14, 1335, 254, 1384]
hors-concours: HORS CONCOURS [1121, 1539, 1220, 1551]
telos-text: Τὸ ἐν τῇ ὁδῷ Ἑρμοῦ ἀριθ. 27 κατάστημα Νεωτερισμῶν τῶν κ.κ. Ι. Κωνσταντοπούλου καὶ Χαραλ. Τσαμπέλα, ἀκολουθοῦν τὸ Εὐρωπαϊκὸν σύστημα τῆς ἐκποιήσεως τῶν ὑπολειπομένων ἐμπορευμάτων ἑκάστης ἐποχῆς, θέλει ἐκθέσει ἀπὸ 28 Ἰουλίου μέχρις 20 Αὐγούστου ἅπαντα τὰ ἐναπομείναντα εἴδη τῆς λήγουσης ἐποχῆς εἰς τιμὰς ἀνεπιδέκτους συναγωνισμοῦ. [1290, 306, 1584, 392]
emporion-text: Νέον μηνιαῖον περιοδικὸν, πρακτικὸν καὶ ἀπαραίτητον εἰς ὅλους τοὺς ἐν τῷ ἐμπορίῳ. Περιέχει πρακτικὰς ὁδηγίας, ἐμπορικὴν ἀλληλογραφίαν, τραπεζικὰς πληροφορίας καὶ τιμὰς τῆς ἀγορᾶς. Ἐκδότης Ἐμπορικὴ Σχολὴ Πειραιῶς. Ἐτησία συνδρομὴ δρ. 3. [990, 468, 1272, 541]
kideia-sign: Τὰ τέκνα [1415, 162, 1469, 174]
theatre-item [14, 546, 254, 572]
britannia-store: ΣΤΟΥ Γ. Ν. ΚΟΝΣΟΛΑ 88 — ΟΔΟΣ ΕΡΜΟΥ — 88 [1029, 1438, 1545, 1463]
news-item-lead: ΑΦΕΡΕΘΗΣΑΝ [646, 1369, 727, 1382]
month: ΙΟΥΛΙΟΣ [14, 127, 61, 139]
article-kanonismos [272, 888, 628, 982]
headline-feresthe: ΝΑ ΦΕΡΕΣΘΕ [695, 166, 923, 205]
news-item [646, 1276, 972, 1314]
subhead-papaleonardos: ΤΙ ΛΕΓΕΙ Ο κ. ΣΤΑΜ. ΠΑΠΑΛΕΩΝΑΡΔΟΣ [316, 206, 584, 220]
theatre-item [14, 575, 254, 601]
paragraph: Κατὰ τὴν συνήθειαν τῆς ἐποχῆς, ἡ νήπιον τῆς οἰκογενείας, δίδει ἀπόκρισιν εἰς τὰς εὐχὰς διὰ τὸ παιδί, τὸ ὁποῖον κατόπιν ἀποσύρεται. [646, 752, 972, 789]
delos-title-2: ΤΗΣ ΔΗΛΟΥ [62, 869, 206, 895]
medal-icon [1089, 1557, 1121, 1589]
subhead-anadoxou: ΥΠΟΧΡΕΩΣΕΙΣ ΤΗΣ ΑΝΑΔΟΧΟΥ [704, 255, 914, 269]
theatre-item-lead: ΔΕΞΑΜΕΝΗ [14, 763, 80, 776]
school-text: Ἡ ἐν τῷ Ἐμπορικῷ καὶ Βιομηχανικῷ Ἐπιμελητηρίῳ λειτουργοῦσα ὑπὸ τὴν διεύθυνσιν τοῦ κ. ΠΑΝΑΓΙΩΤΟΠΟΥΛΟΥ Ἐμπορικὴ Σχολὴ Πειραιῶς πέμπει ἐκ νέου τὸ πρόγραμμα τῶν μαθημάτων τοῦ σχολικοῦ ἔτους 1908–1909. [990, 361, 1272, 422]
paragraph: Εἶναι φυσικὰ τὸ ἀντικείμενον εἰδικῶν φροντίδων τῆς οἰκοδεσποίνης. [646, 879, 972, 903]
theatre-item [14, 603, 254, 641]
newspaper-page [6, 36, 1592, 2116]
